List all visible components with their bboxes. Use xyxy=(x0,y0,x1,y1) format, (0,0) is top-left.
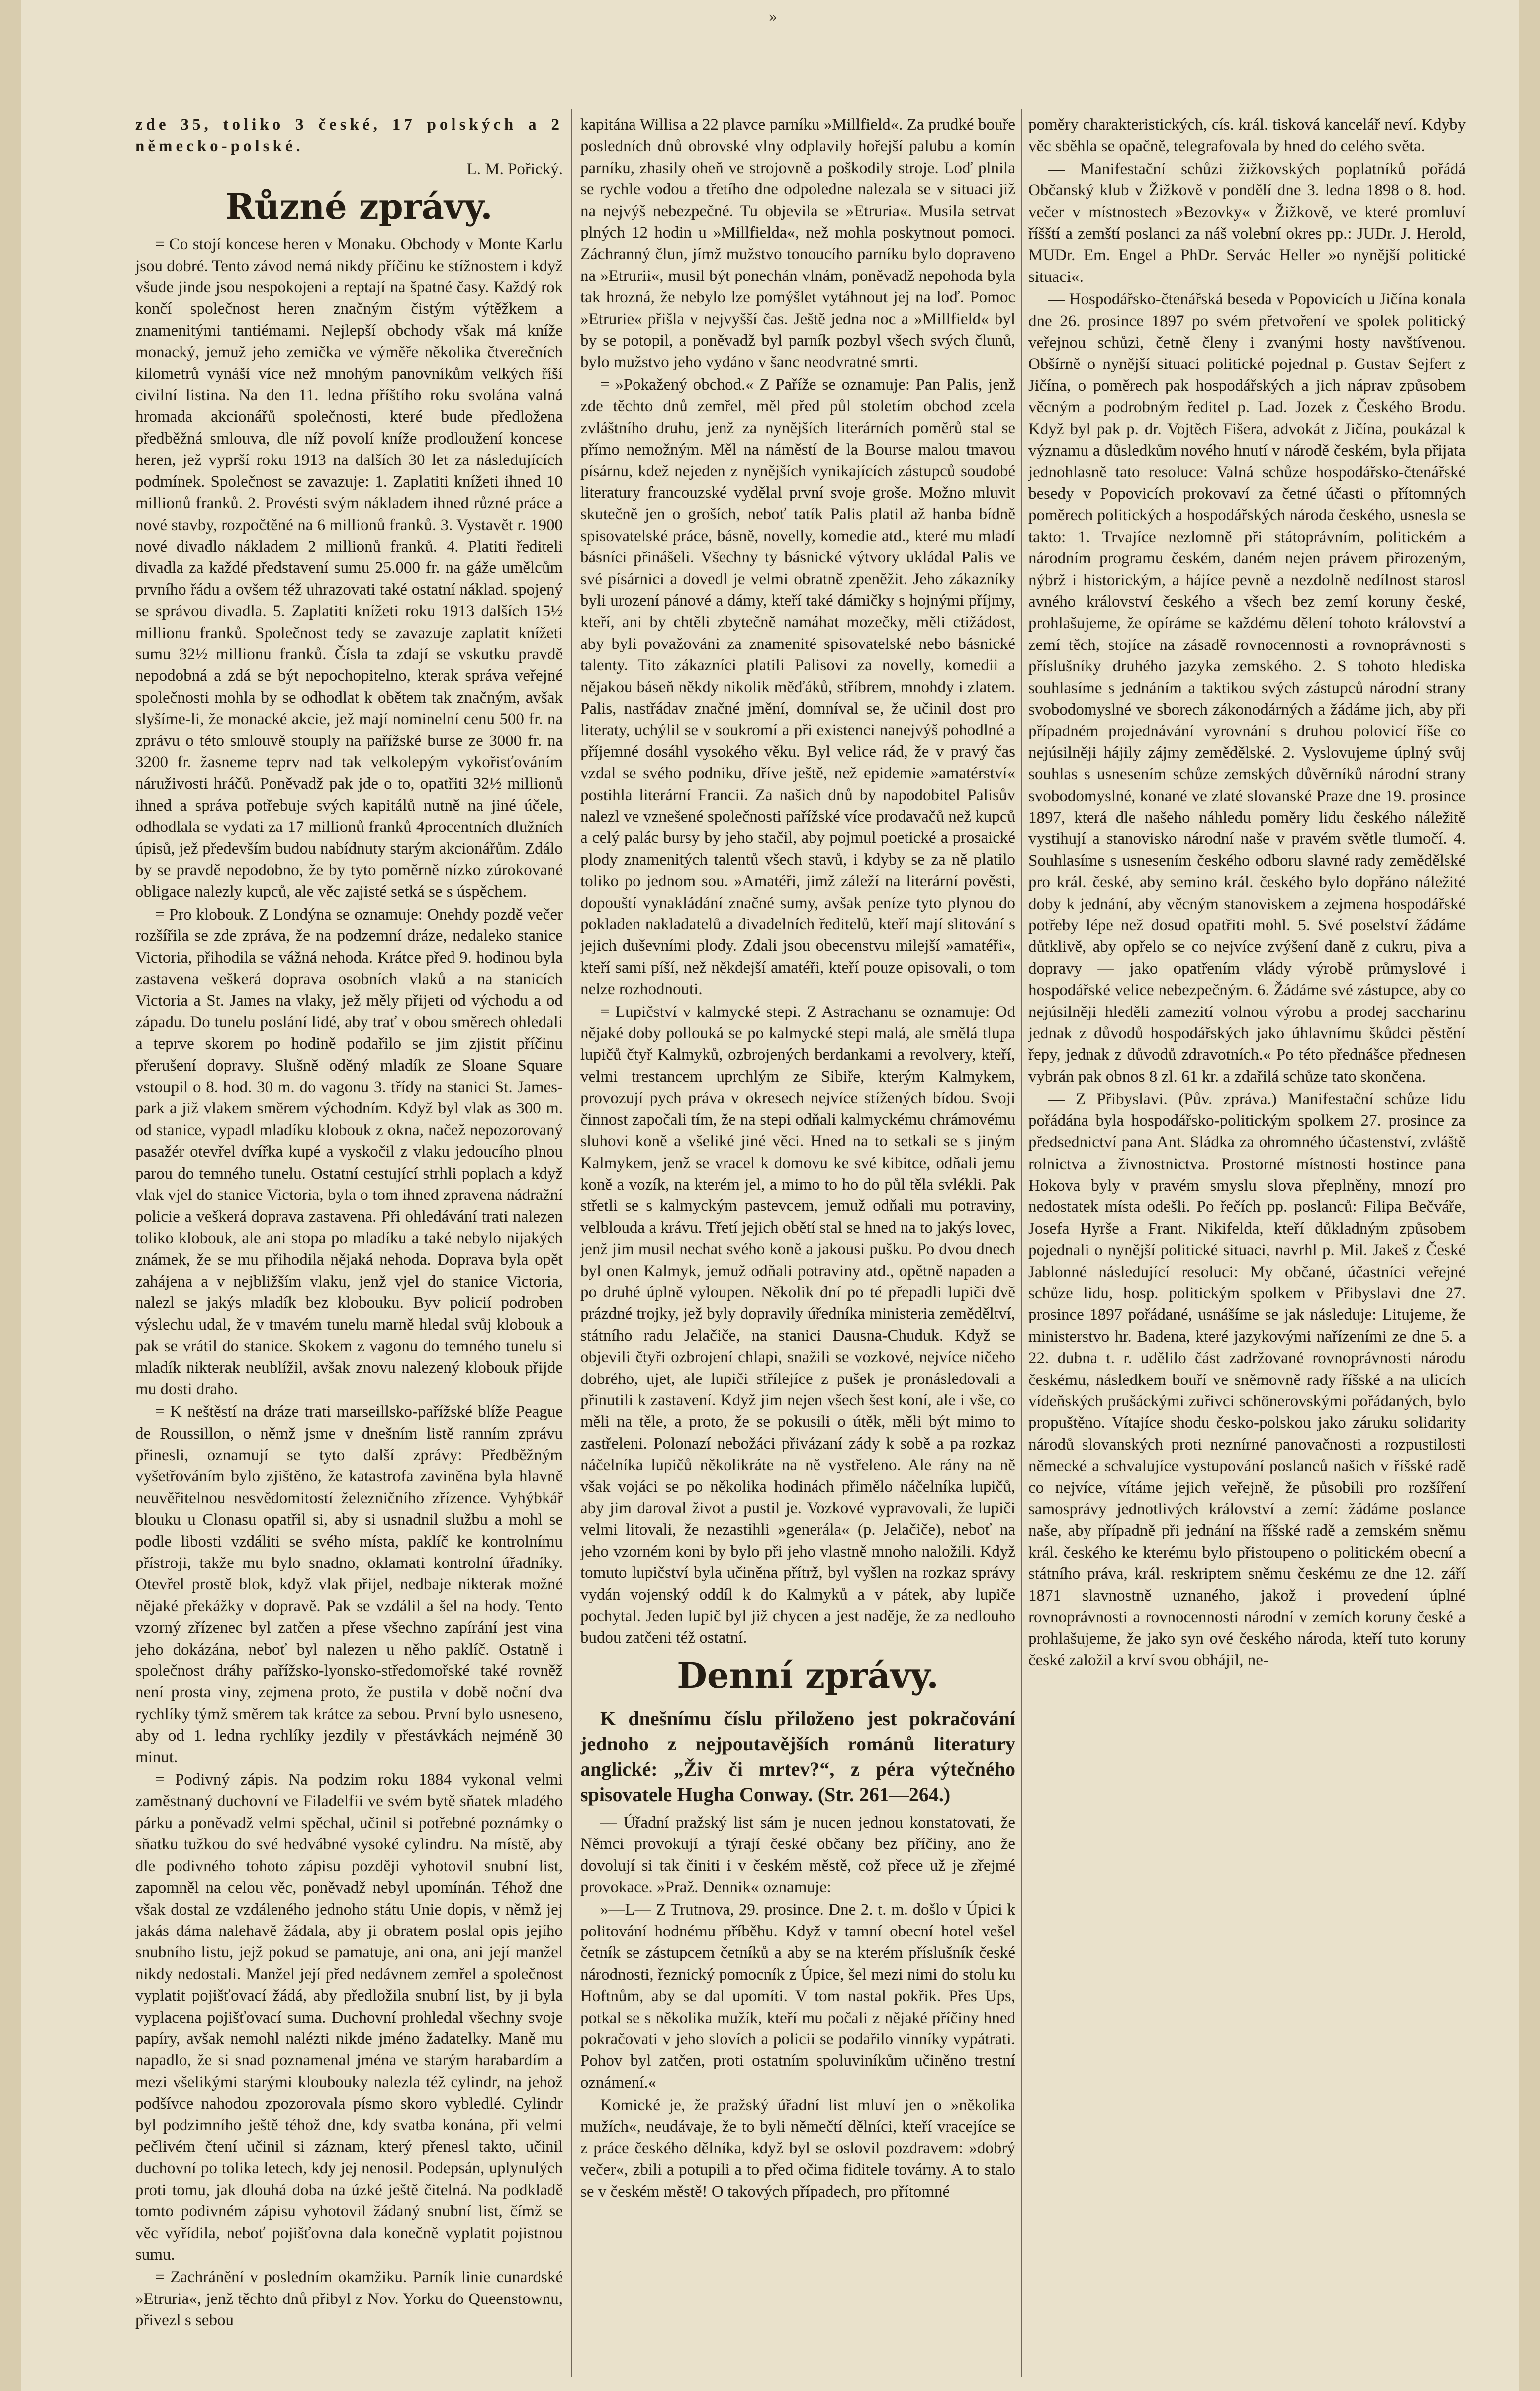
article-paragraph: — Hospodářsko-čtenářská beseda v Popovicích u Jičína konala dne 26. prosince 1897 po svém přetvoření ve spolek politický veřejnou schůzi, četně členy i zvanými hosty navštívenou. Obšírně o nynější situaci politické pojednal p. Gustav Sejfert z Jičína, o poměrech pak hospodářských a jich náprav způsobem věcným a podrobným ředitel p. Lad. Jozek z Českého Brodu. Když byl pak p. dr. Vojtěch Fišera, advokát z Jičína, poukázal k významu a důsledkům nového hnutí v národě českém, byla přijata jednohlasně tato resoluce: Valná schůze hospodářsko-čtenářské besedy v Popovicích prokovaví za četné účasti o přítomných poměrech politických a hospodářských národa českého, usnesla se takto: 1. Trvajíce nezlomně při státoprávním, politickém a národním programu českém, daném nejen právem přirozeným, nýbrž i historickým, a hájíce pevně a nezdolně nedílnost starosl avného království českého a všech bez zemí koruny české, prohlašujeme, že opíráme se každému dělení tohoto království a zemí těch, stojíce na zásadě rovnocennosti a rovnoprávnosti s příslušníky druhého jazyka zemského. 2. S tohoto hlediska souhlasíme s jednáním a taktikou svých zástupců národní strany svobodomyslné ve sborech zákonodárných a žádáme jich, aby při případném projednávání vyrovnání s druhou polovicí říše co nejúsilněji hájily zájmy zemědělské. 2. Vyslovujeme úplný svůj souhlas s usnesením schůze zemských důvěrníků národní strany svobodomyslné, konané ve zlaté slovanské Praze dne 19. prosince 1897, která dle našeho náhledu poměry lidu českého náležitě vystihují a stanovisko národní naše v pravém světle tlumočí. 4. Souhlasíme s usnesením českého odboru slavné rady zemědělské pro král. české, aby semino král. českého bylo dopřáno náležité doby k jednání, aby věcným stanoviskem a zejmena hospodářské potřeby lépe než dosud opatřiti mohl. 5. Své poselství žádáme důtklivě, aby opřelo se co nejvíce zvýšení daně z cukru, piva a dopravy — jako opatřením vlády výrobě průmyslové i hospodářské velice nebezpečným. 6. Žádáme své zástupce, aby co nejúsilněji hleděli zamezití volnou výrobu a prodej saccharinu jednak z důvodů hospodářských jako úhlavnímu škůdci pěstění řepy, jednak z důvodů zdravotních.« Po této přednášce přednesen vybrán pak obnos 8 zl. 61 kr. a zdařilá schůze tato skončena. xyxy=(1028,290,1466,1086)
article-paragraph: = Co stojí koncese heren v Monaku. Obchody v Monte Karlu jsou dobré. Tento závod nemá nikdy příčinu ke stížnostem i když všude jinde jsou nespokojeni a reptají na špatné časy. Každý rok končí společnost heren značným čistým výtěžkem a znamenitými tantiémami. Nejlepší obchody však má kníže monacký, jemuž jeho zemička ve výměře několika čtverečních kilometrů vynáší více než mnohým panovníkům velkých říší civilní listina. Na den 11. ledna příštího roku svolána valná hromada akcionářů společnosti, které bude předložena předběžná smlouva, dle níž povolí kníže prodloužení koncese heren, jež vyprší roku 1913 na dalších 30 let za následujících podmínek. Společnost se zavazuje: 1. Zaplatiti knížeti ihned 10 millionů franků. 2. Provésti svým nákladem ihned různé práce a nové stavby, rozpočtěné na 6 millionů franků. 3. Vystavět r. 1900 nové divadlo nákladem 2 millionů franků. 4. Platiti řediteli divadla za každé představení sumu 25.000 fr. na gáže umělcům prvního řádu a ovšem též uhrazovati také ostatní náklad. spojený se správou divadla. 5. Zaplatiti knížeti roku 1913 dalších 15½ millionu franků. Společnost tedy se zavazuje zaplatit knížeti sumu 32½ millionu franků. Čísla ta zdají se vskutku pravdě nepodobná a zdá se být nepochopitelno, kterak správa veřejné společnosti mohla by se odhodlat k obětem tak značným, avšak slyšíme-li, že monacké akcie, jež mají nominelní cenu 500 fr. na zprávu o této smlouvě stouply na pařížské burse ze 3000 fr. na 3200 fr. žasneme teprv nad tak velkolepým vykořisťováním náruživosti hráčů. Poněvadž pak jde o to, opatřiti 32½ millionů ihned a správa potřebuje svých kapitálů nutně na jiné účele, odhodlala se vydati za 17 millionů franků 4procentních dlužních úpisů, jež především budou nabídnuty starým akcionářům. Zdálo by se pravdě nepodobno, že by tyto poměrně nízko zúrokované obligace nalezly kupců, ale věc zajisté setká se s úspěchem. xyxy=(135,235,563,901)
section-heading: Denní zprávy. xyxy=(677,1655,939,1696)
left-paper-edge xyxy=(0,0,21,2391)
section-heading: Různé zprávy. xyxy=(225,186,493,228)
article-paragraph: Komické je, že pražský úřadní list mluví jen o »několika mužích«, neudávaje, že to byli němečtí dělníci, kteří vracejíce se z práce českého dělníka, když byl se oslovil pozdravem: »dobrý večer«, zbili a potupili a to před očima fiditele továrny. A to stalo se v českém městě! O takových případech, pro přítomné xyxy=(580,2096,1015,2201)
column-rule-1 xyxy=(571,109,572,2377)
article-paragraph: = Pro klobouk. Z Londýna se oznamuje: Onehdy pozdě večer rozšířila se zde zpráva, že na podzemní dráze, nedaleko stanice Victoria, přihodila se vážná nehoda. Krátce před 9. hodinou byla zastavena veškerá doprava osobních vlaků a na stanicích Victoria a St. James na vlaky, jež měly přijeti od východu a od západu. Do tunelu poslání lidé, aby trať v obou směrech ohledali a teprve skorem po hodině podařilo se jim zjistit příčinu přerušení dopravy. Slušně oděný mladík ze Sloane Square vstoupil o 8. hod. 30 m. do vagonu 3. třídy na stanici St. James-park a již vlakem směrem východním. Když byl vlak as 300 m. od stanice, vypadl mladíku klobouk z okna, načež nepozorovaný pasažér otevřel dvířka kupé a vyskočil z vlaku jedoucího plnou parou do temného tunelu. Ostatní cestující strhli poplach a když vlak vjel do stanice Victoria, byla o tom ihned zpravena nádražní policie a veškerá doprava zastavena. Při ohledávání trati nalezen toliko klobouk, ale ani stopa po mladíku a také nebylo nijakých známek, že se mu přihodila nějaká nehoda. Doprava byla opět zahájena a v nejbližším vlaku, jenž vjel do stanice Victoria, nalezl se jakýs mladík bez klobouku. Byv policií podroben výslechu udal, že v tmavém tunelu marně hledal svůj klobouk a pak se vrátil do stanice. Skokem z vagonu do temného tunelu si mladík nikterak neublížil, avšak znovu nalezený klobouk přijde mu dosti draho. xyxy=(135,905,563,1398)
article-paragraph: = »Pokažený obchod.« Z Paříže se oznamuje: Pan Palis, jenž zde těchto dnů zemřel, měl před půl stoletím obchod zcela zvláštního druhu, jenž za nynějších literárních poměrů stal se přímo nemožným. Měl na náměstí de la Bourse malou tmavou písárnu, kdež nejeden z nynějších vynikajících zástupců soudobé literatury francouzské vydělal první svoje groše. Možno mluvit skutečně jen o groších, neboť tatík Palis platil až hanba bídně spisovatelské práce, básně, novelly, komedie atd., které mu mladí básníci přinášeli. Všechny ty básnické výtvory ukládal Palis ve své písárnici a dovedl je velmi obratně zpeněžit. Jeho zákazníky byli urození pánové a dámy, kteří také dámičky s hojnými příjmy, kteří, ani by chtěli zbytečně namáhat mozečky, měli ctižádost, aby byli považováni za znamenité spisovatelské nebo básnické talenty. Tito zákazníci platili Palisovi za novelly, komedii a nějakou báseň někdy nikolik měďáků, stříbrem, mnohdy i zlatem. Palis, nastřádav značné jmění, domníval se, že učinil dost pro literaty, uchýlil se v soukromí a při existenci nanejvýš pohodlné a příjemné dosáhl vysokého věku. Byl velice rád, že v pravý čas vzdal se svého podniku, dříve ještě, než epidemie »amatérství« postihla literární Francii. Za našich dnů by napodobitel Palisův nalezl ve vznešené společnosti pařížské více prodavačů než kupců a celý palác bursy by jeho stačil, aby pojmul poetické a prosaické plody znamenitých talentů všech stavů, i kdyby se za ně platilo toliko po jednom sou. »Amatéři, jimž záleží na literární pověsti, dopouští vynakládání značné sumy, avšak peníze tyto plynou do pokladen nakladatelů a divadelních ředitelů, kteří mají slitování s jejich duševními plody. Zdali jsou obecenstvu milejší »amatéři«, kteří sami píší, než někdejší amatéři, kteří pouze opisovali, o tom nelze rozhodnouti. xyxy=(580,375,1015,999)
article-paragraph: kapitána Willisa a 22 plavce parníku »Millfield«. Za prudké bouře posledních dnů obrovské vlny odplavily hořejší palubu a komín parníku, zhasily oheň ve strojovně a poškodily stroje. Loď plnila se rychle vodou a třetího dne odpoledne nalezala se v situaci již na nejvýš nebezpečné. Tu objevila se »Etruria«. Musila setrvat plných 12 hodin u »Millfielda«, než mohla poskytnout pomoci. Záchranný člun, jímž mužstvo tonoucího parníku bylo dopraveno na »Etrurii«, musil být ponechán vlnám, poněvadž nepohoda byla tak hrozná, že nebylo lze pomýšlet vytáhnout jej na loď. Pomoc »Etrurie« přišla v nejvyšší čas. Ještě jedna noc a »Millfield« byl by se potopil, a poněvadž byl parník pozbyl všech svých člunů, bylo mužstvo jeho vydáno v šanc neodvratné smrti. xyxy=(580,116,1015,371)
article-paragraph: — Z Přibyslavi. (Pův. zpráva.) Manifestační schůze lidu pořádána byla hospodářsko-politickým spolkem 27. prosince za předsednictví pana Ant. Sládka za ohromného účastenství, zvláště rolnictva a živnostnictva. Prostorné místnosti hostince pana Hokova byly v pravém smyslu slova přeplněny, mnozí pro nedostatek místa odešli. Po řečích pp. poslanců: Filipa Bečváře, Josefa Hyrše a Frant. Nikifelda, kteří důkladným způsobem pojednali o nynější politické situaci, navrhl p. Mil. Jakeš z České Jablonné následující resoluci: My občané, účastníci veřejné schůze lidu, hosp. politickým spolkem v Přibyslavi dne 27. prosince 1897 pořádané, usnášíme se jak následuje: Litujeme, že ministerstvo hr. Badena, které jazykovými nařízeními ze dne 5. a 22. dubna t. r. udělilo část zadržované rovnoprávnosti národu českému, následkem bouří ve sněmovně rady říšské a na ulicích vídeňských prušáckými zuřivci schönerovskými pořádaných, bylo propuštěno. Vítajíce shodu česko-polskou jako záruku solidarity národů slovanských proti neznírné panovačnosti a rozpustilosti německé a schvalujíce vystupování poslanců našich v říšské radě co nejvíce, vítáme jejich veřejně, že působili pro rozšíření samosprávy jednotlivých království a zemí: žádáme poslance naše, aby případně při jednání na říšské radě a zemském sněmu král. českého ke kterému bylo přistoupeno o politickém obecní a státního práva, král. reskriptem sněmu českému ze dne 12. září 1871 slavnostně uznaného, jakož i provedení úplné rovnoprávnosti a rovnocennosti národní v zemích koruny české a prohlašujeme, že jako syn ové českého národa, kteří tuto koruny české založil a krví svou obhájil, ne- xyxy=(1028,1090,1466,1669)
right-paper-edge xyxy=(1519,0,1540,2391)
article-paragraph: L. M. Pořický. xyxy=(466,160,563,178)
column-1 xyxy=(135,114,563,2377)
column-3 xyxy=(1028,114,1466,2382)
column-rule-2 xyxy=(1021,109,1022,2377)
article-paragraph: = Zachránění v posledním okamžiku. Parník linie cunardské »Etruria«, jenž těchto dnů přibyl z Nov. Yorku do Queenstownu, přivezl s sebou xyxy=(135,2268,563,2330)
article-paragraph: = Lupičství v kalmycké stepi. Z Astrachanu se oznamuje: Od nějaké doby pollouká se po kalmycké stepi malá, ale smělá tlupa lupičů čtyř Kalmyků, ozbrojených berdankami a revolvery, kteří, velmi trestancem uprchlým ze Sibiře, kterým Kalmykem, provozují pych práva v okresech nejvíce stížených bídou. Svoji činnost započali tím, že na stepi odňali kalmyckému chrámovému sluhovi koně a všeliké jiné věci. Hned na to setkali se s jiným Kalmykem, jenž se vracel k domovu ke své kibitce, odňali jemu koně a vozík, na kterém jel, a mimo to ho do půl těla svlékli. Pak střetli se s kalmyckým pastevcem, jemuž odňali mu potraviny, velblouda a krávu. Třetí jejich obětí stal se hned na to jakýs lovec, jenž jim musil nechat svého koně a jakousi pušku. Po dvou dnech byl onen Kalmyk, jemuž odňali potraviny atd., opětně napaden a po druhé úplně vyloupen. Několik dní po té přepadli lupiči dvě prázdné trojky, jež byly dopravily úředníka ministeria zeměděltví, státního radu Jelačiče, na stanici Dausna-Chuduk. Když se objevili čtyři ozbrojení chlapi, snažili se vozkové, nejvíce ničeho dobrého, ujet, ale lupiči střílejíce z pušek je pronásledovali a přinutili k zastavení. Když jim nejen všech šest koní, ale i vše, co měli na těle, a proto, že se pokusili o útěk, měli být mimo to zastřeleni. Polonazí nebožáci přivázaní zády k sobě a pa rozkaz náčelníka lupičů několikráte na ně vystřeleno. Ale rány na ně však vojáci se po několika hodinách přimělo náčelníka lupičů, aby jim daroval život a pustil je. Vozkové vypravovali, že lupiči velmi litovali, že nezastihli »generála« (p. Jelačiče), neboť na jeho vzorném koni by bylo při jeho vlastně mnoho naložili. Když tomuto lupičství byla učiněna přítrž, byl vyšlen na rozkaz správy vydán vojenský oddíl k do Kalmyků a v pátek, aby lupiče pochytal. Jeden lupič byl již chycen a jest naděje, že za nedlouho budou zatčeni též ostatní. xyxy=(580,1003,1015,1647)
article-paragraph: »—L— Z Trutnova, 29. prosince. Dne 2. t. m. došlo v Úpici k politování hodnému příběhu. Když v tamní obecní hotel vešel četník se zástupcem četníků a aby se na kterém příslušník české národnosti, řeznický pomocník z Úpice, šel mezi nimi do stolu ku Hoftnům, aby se dal upomíti. V tom nastal pokřik. Přes Ups, potkal se s několika mužík, kteří mu počali z nějaké příčiny hned pokračovati v jeho slovích a policii se podařilo vinníky vypátrati. Pohov byl zatčen, proti ostatním spoluviníkům učiněno trestní oznámení.« xyxy=(580,1901,1015,2092)
article-paragraph: = Podivný zápis. Na podzim roku 1884 vykonal velmi zaměstnaný duchovní ve Filadelfii ve svém bytě sňatek mladého párku a poněvadž velmi spěchal, učinil si potřebné poznámky o sňatku tužkou do své hedvábné vysoké cylindru. Na místě, aby dle podivného tohoto zápisu později vyhotovil snubní list, zapomněl na celou věc, poněvadž nebyl upomínán. Téhož dne však dostal ze vzdáleného jednoho státu Unie dopis, v němž jej jakás dáma nalehavě žádala, aby ji obratem poslal opis jejího snubního listu, jejž pokud se pamatuje, ani ona, ani její manžel nikdy nedostali. Manžel její před nedávnem zemřel a společnost vyplatit pojišťovací žádá, aby předložila snubní list, by ji byla vyplacena pojišťovací suma. Duchovní prohledal všechny svoje papíry, avšak nemohl nalézti nikde jméno žadatelky. Maně mu napadlo, že si snad poznamenal jména ve starým harabardím a mezi všelikými starými kloubouky nalezla též cylindr, na jehož podšívce nahodou zpozorovala písmo skoro vybledlé. Cylindr byl podzimního ještě téhož dne, kdy svatba konána, při velmi pečlivém čtení učinil si záznam, který přenesl takto, učinil duchovní po tolika letech, kdy jej nenosil. Podepsán, uplynulých proti tomu, jak dlouhá doba na úzké ještě čitelná. Na podkladě tomto podivném zápisu vyhotovil žádaný snubní list, čímž se věc vyřídila, neboť pojišťovna dala konečně vyplatit pojistnou sumu. xyxy=(135,1771,563,2264)
article-paragraph: — Manifestační schůzi žižkovských poplatníků pořádá Občanský klub v Žižkově v pondělí dne 3. ledna 1898 o 8. hod. večer v místnostech »Bezovky« v Žižkově, ve které promluví říšští a zemští poslanci za náš volební okres pp.: JUDr. J. Herold, MUDr. Em. Engel a PhDr. Servác Heller »o nynější politické situaci«. xyxy=(1028,160,1466,286)
article-paragraph: zde 35, toliko 3 české, 17 polských a 2 německo-polské. xyxy=(135,116,563,156)
article-paragraph: poměry charakteristických, cís. král. tisková kancelář neví. Kdyby věc sběhla se opačně, telegrafovala by hned do celého světa. xyxy=(1028,116,1466,156)
page-mark: » xyxy=(768,9,778,26)
article-paragraph: = K neštěstí na dráze trati marseillsko-pařížské blíže Peague de Roussillon, o němž jsme v dnešním listě ranním zprávu přinesli, oznamují se tyto další zprávy: Předběžným vyšetřováním bylo zjištěno, že katastrofa zaviněna byla hlavně neuvěřitelnou nesvědomitostí železničního zřízence. Vyhýbkář blouku u Clonasu opatřil si, aby si usnadnil službu a mohl se podle libosti vzdáliti se svého místa, paklíč ke kontrolnímu přístroji, takže mu bylo snadno, oklamati kontrolní úřadníky. Otevřel prostě blok, když vlak přijel, nedbaje nikterak možné nějaké překážky v dopravě. Pak se vzdálil a šel na hody. Tento vzorný zřízenec byl zatčen a přese všechno zapírání jest vina jeho dokázána, neboť byl nalezen u něho paklíč. Ostatně i společnost dráhy pařížsko-lyonsko-středomořské také rovněž není prosta viny, zejmena proto, že pustila v době noční dva rychlíky týmž směrem tak krátce za sebou. První bylo usneseno, aby od 1. ledna rychlíky jezdily v přestávkách nejméně 30 minut. xyxy=(135,1403,563,1766)
column-2 xyxy=(580,114,1015,2382)
article-paragraph: — Úřadní pražský list sám je nucen jednou konstatovati, že Němci provokují a týrají české občany bez příčiny, ano že dovolují si tak činiti i v českém městě, což přece už je zřejmé provokace. »Praž. Dennik« oznamuje: xyxy=(580,1813,1015,1897)
article-paragraph: K dnešnímu číslu přiloženo jest pokračování jednoho z nejpoutavějších románů literatury anglické: „Živ či mrtev?“, z péra výtečného spisovatele Hugha Conway. (Str. 261—264.) xyxy=(580,1707,1015,1806)
